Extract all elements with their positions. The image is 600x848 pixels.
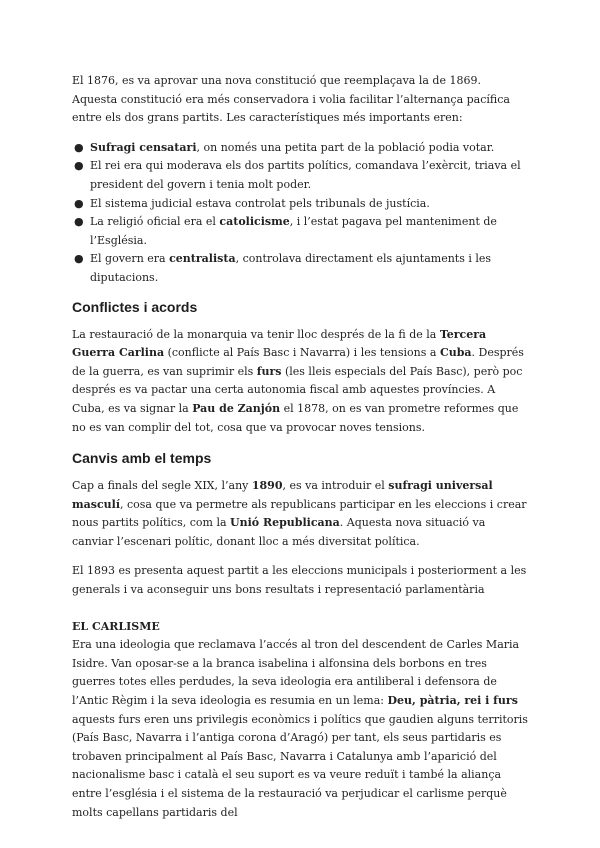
- carlisme-heading: EL CARLISME: [72, 619, 160, 633]
- text-run: Era una ideologia que reclamava l’accés al tron del descendent de Carles Maria Isidre. Van oposar-se a la branca isabelina i alfonsina dels borbons en tres guerres totes elles perdudes, la seva ideologia era antiliberal i defensora de l’Antic Règim i la seva ideologia es resumia en un lema:: [72, 638, 520, 708]
- bullet-icon: ●: [74, 215, 84, 229]
- text-run: (les lleis especials del País Basc), però poc després es va pactar una certa autonomia fiscal amb aquestes províncies. A Cuba, es va signar la: [72, 364, 523, 415]
- item-text: La religió oficial era el: [90, 215, 220, 229]
- bold-run: Cuba: [439, 346, 472, 360]
- bold-run: Tercera Guerra Carlina: [72, 327, 487, 360]
- item-text: , controlava directament els ajuntaments i les diputacions.: [90, 252, 492, 284]
- bullet-icon: ●: [74, 196, 84, 210]
- carlisme-paragraph: [72, 636, 528, 822]
- item-bold: catolicisme: [219, 215, 290, 229]
- item-text: , i l’estat pagava pel manteniment de l’Església.: [90, 215, 497, 247]
- section-heading-canvis: Canvis amb el temps: [72, 450, 212, 467]
- bold-run: Unió Republicana: [230, 516, 340, 530]
- item-text: El sistema judicial estava controlat pels tribunals de justícia.: [90, 196, 430, 210]
- bold-run: Pau de Zanjón: [192, 401, 281, 415]
- document-page: [72, 72, 528, 822]
- bold-run: furs: [256, 364, 282, 378]
- characteristics-list: [72, 139, 528, 288]
- bullet-icon: ●: [74, 252, 84, 266]
- item-text: , on només una petita part de la població podia votar.: [196, 140, 495, 154]
- list-item: [72, 139, 528, 158]
- text-run: , es va introduir el: [282, 479, 389, 493]
- canvis-paragraph-2: El 1893 es presenta aquest partit a les eleccions municipals i posteriorment a les generals i va aconseguir uns bons resultats i representació parlamentària: [72, 564, 527, 597]
- text-run: aquests furs eren uns privilegis econòmics i polítics que gaudien alguns territoris (País Basc, Navarra i l’antiga corona d’Aragó) per tant, els seus partidaris es trobaven principalment al País Basc, Navarra i Catalunya amb l’aparició del nacionalisme basc i català el seu suport es va veure reduït i també la aliança entre l’església i el sistema de la restauració va perjudicar el carlisme perquè molts capellans partidaris del: [72, 712, 528, 819]
- text-run: . Després de la guerra, es van suprimir els: [72, 346, 524, 378]
- item-text: El rei era qui moderava els dos partits polítics, comandava l’exèrcit, triava el president del govern i tenia molt poder.: [90, 159, 521, 191]
- item-text: El govern era: [90, 252, 170, 266]
- bullet-icon: ●: [74, 159, 84, 173]
- text-run: Cap a finals del segle XIX, l’any: [72, 479, 252, 493]
- item-bold: Sufragi censatari: [90, 140, 197, 154]
- bullet-icon: ●: [74, 140, 84, 154]
- item-bold: centralista: [169, 252, 236, 266]
- list-item: [72, 195, 528, 214]
- text-run: , cosa que va permetre als republicans participar en les eleccions i crear nous partits polítics, com la: [72, 497, 527, 530]
- bold-run: 1890: [251, 479, 283, 493]
- canvis-paragraph: [72, 477, 528, 551]
- intro-paragraph: El 1876, es va aprovar una nova constitució que reemplaçava la de 1869. Aquesta constitució era més conservadora i volia facilitar l’alternança pacífica entre els dos grans partits. Les característiques més importants eren:: [72, 74, 510, 125]
- bold-run: sufragi universal masculí: [72, 479, 493, 511]
- bold-run: Deu, pàtria, rei i furs: [387, 694, 518, 708]
- list-item: [72, 250, 528, 287]
- list-item: [72, 213, 528, 250]
- text-run: . Aquesta nova situació va canviar l’escenari polític, donant lloc a més diversitat política.: [72, 516, 486, 548]
- text-run: el 1878, on es van prometre reformes que no es van complir del tot, cosa que va provocar noves tensions.: [72, 401, 519, 434]
- text-run: (conflicte al País Basc i Navarra) i les tensions a: [164, 346, 440, 360]
- conflictes-paragraph: [72, 326, 528, 438]
- list-item: [72, 157, 528, 194]
- text-run: La restauració de la monarquia va tenir lloc després de la fi de la: [72, 327, 440, 341]
- section-heading-conflictes: Conflictes i acords: [72, 298, 198, 315]
